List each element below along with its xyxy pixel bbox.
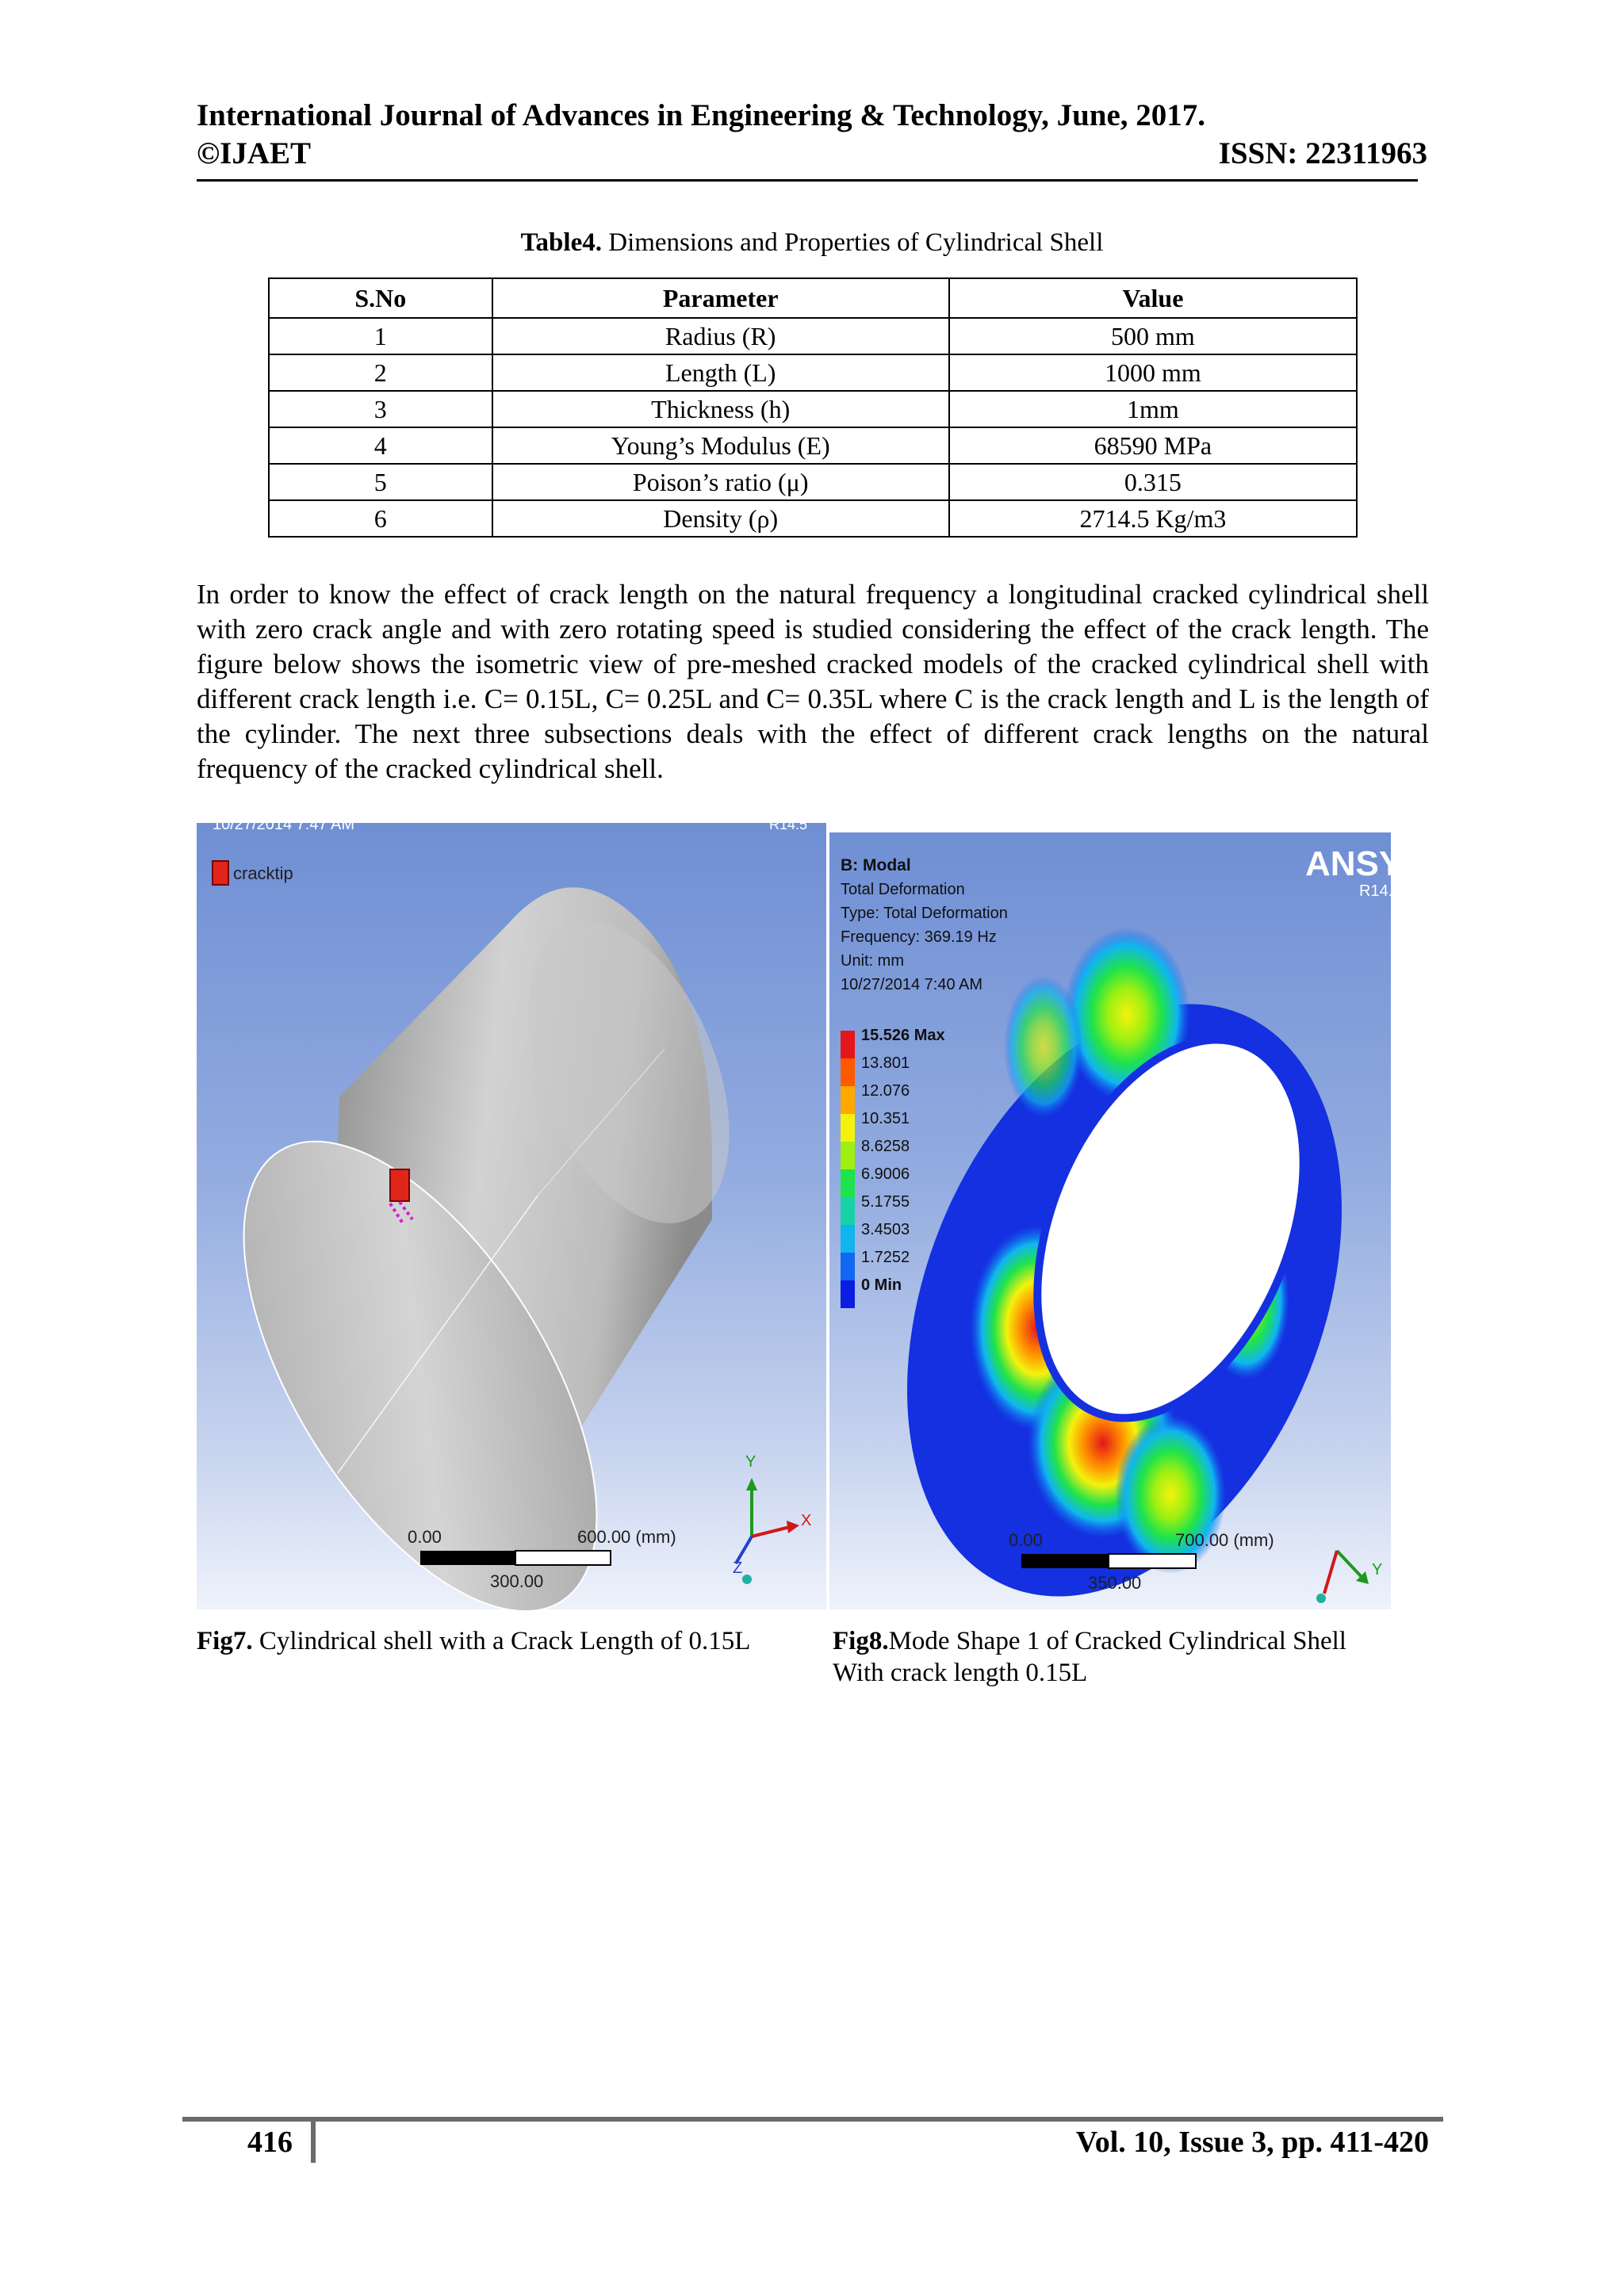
volume-info: Vol. 10, Issue 3, pp. 411-420 bbox=[1075, 2126, 1429, 2159]
figure-8-caption bbox=[833, 1625, 1419, 1689]
info-line: Total Deformation bbox=[841, 881, 965, 898]
legend-value: 1.7252 bbox=[861, 1249, 910, 1266]
table-caption bbox=[0, 228, 1624, 258]
footer-separator bbox=[311, 2122, 316, 2163]
table-cell: Radius (R) bbox=[492, 318, 949, 354]
legend-swatch bbox=[841, 1086, 855, 1114]
legend-value: 3.4503 bbox=[861, 1221, 910, 1238]
scale-mid: 300.00 bbox=[490, 1571, 544, 1591]
page-number: 416 bbox=[247, 2126, 293, 2159]
caption-text: Cylindrical shell with a Crack Length of 0.15L bbox=[252, 1627, 751, 1655]
legend-value: 13.801 bbox=[861, 1054, 910, 1072]
table-row bbox=[269, 391, 1357, 427]
figure-7-cracked-cylinder bbox=[197, 816, 826, 1609]
scale-bar-white bbox=[1109, 1554, 1196, 1568]
caption-label: Fig8. bbox=[833, 1627, 889, 1655]
copyright: ©IJAET bbox=[197, 136, 312, 170]
table-row bbox=[269, 464, 1357, 500]
journal-title: International Journal of Advances in Engineering & Technology, June, 2017. bbox=[197, 98, 1206, 132]
table-cell: 3 bbox=[269, 391, 492, 427]
legend-swatch bbox=[841, 1197, 855, 1225]
table-cell: Thickness (h) bbox=[492, 391, 949, 427]
table-row bbox=[269, 318, 1357, 354]
legend-swatch bbox=[841, 1058, 855, 1086]
legend-value: 5.1755 bbox=[861, 1193, 910, 1211]
figure-8-mode-shape bbox=[829, 832, 1426, 1609]
table-row bbox=[269, 354, 1357, 391]
scale-right: 700.00 (mm) bbox=[1175, 1530, 1274, 1550]
journal-header bbox=[197, 97, 1427, 173]
scale-mid: 350.00 bbox=[1088, 1573, 1142, 1593]
issn: ISSN: 22311963 bbox=[1218, 136, 1427, 170]
scale-right: 600.00 (mm) bbox=[577, 1527, 676, 1547]
cracktip-legend-swatch bbox=[213, 861, 228, 885]
legend-swatch bbox=[841, 1142, 855, 1169]
header-meta bbox=[197, 135, 1427, 173]
properties-table bbox=[268, 277, 1358, 538]
figure-7-caption bbox=[197, 1625, 823, 1657]
legend-value: 10.351 bbox=[861, 1110, 910, 1127]
caption-text: Mode Shape 1 of Cracked Cylindrical Shell bbox=[888, 1627, 1346, 1655]
figure-8-graphic bbox=[829, 832, 1426, 1609]
scale-left: 0.00 bbox=[408, 1527, 442, 1547]
header-rule bbox=[197, 179, 1418, 182]
axis-x-label: X bbox=[801, 1512, 812, 1529]
figure-7-graphic bbox=[197, 816, 826, 1609]
table-cell: 6 bbox=[269, 500, 492, 537]
table-cell: 500 mm bbox=[949, 318, 1357, 354]
scale-left: 0.00 bbox=[1009, 1530, 1043, 1550]
body-paragraph: In order to know the effect of crack length on the natural frequency a longitudinal cracked cylindrical shell with zero crack angle and with zero rotating speed is studied considering the effect of the crack length. The figure below shows the isometric view of pre-meshed cracked models of the cracked cylindrical shell with different crack length i.e. C= 0.15L, C= 0.25L and C= 0.35L where C is the crack length and L is the length of the cylinder. The next three subsections deals with the effect of different crack lengths on the natural frequency of the cracked cylindrical shell. bbox=[197, 579, 1429, 784]
table-cell: Length (L) bbox=[492, 354, 949, 391]
info-line: Frequency: 369.19 Hz bbox=[841, 928, 997, 946]
column-header: Value bbox=[949, 278, 1357, 318]
column-header: Parameter bbox=[492, 278, 949, 318]
table-row bbox=[269, 427, 1357, 464]
table-cell: 2714.5 Kg/m3 bbox=[949, 500, 1357, 537]
table-cell: 1mm bbox=[949, 391, 1357, 427]
legend-swatch bbox=[841, 1169, 855, 1197]
legend-swatch bbox=[841, 1114, 855, 1142]
scale-bar-white bbox=[515, 1551, 611, 1565]
table-cell: 2 bbox=[269, 354, 492, 391]
table-cell: 68590 MPa bbox=[949, 427, 1357, 464]
table-caption-text: Dimensions and Properties of Cylindrical Shell bbox=[601, 228, 1104, 257]
legend-value: 6.9006 bbox=[861, 1165, 910, 1183]
scale-bar-black bbox=[420, 1551, 515, 1565]
legend-value: 15.526 Max bbox=[861, 1027, 945, 1044]
table-row bbox=[269, 500, 1357, 537]
info-line: B: Modal bbox=[841, 856, 911, 874]
table-cell: 1 bbox=[269, 318, 492, 354]
axis-y-label: Y bbox=[1372, 1561, 1383, 1578]
table-cell: 5 bbox=[269, 464, 492, 500]
caption-text-line2: With crack length 0.15L bbox=[833, 1659, 1088, 1687]
fig7-version: R14.5 bbox=[769, 817, 808, 832]
ansys-logo: ANSYS bbox=[1305, 844, 1426, 883]
table-cell: 0.315 bbox=[949, 464, 1357, 500]
legend-swatch bbox=[841, 1225, 855, 1253]
legend-value: 12.076 bbox=[861, 1082, 910, 1100]
info-line: Type: Total Deformation bbox=[841, 905, 1008, 922]
legend-value: 8.6258 bbox=[861, 1138, 910, 1155]
legend-swatch bbox=[841, 1253, 855, 1280]
table-cell: Density (ρ) bbox=[492, 500, 949, 537]
axis-z-label: Z bbox=[733, 1559, 743, 1577]
caption-label: Fig7. bbox=[197, 1627, 253, 1655]
table-cell: Young’s Modulus (E) bbox=[492, 427, 949, 464]
info-line: 10/27/2014 7:40 AM bbox=[841, 976, 983, 993]
table-cell: Poison’s ratio (μ) bbox=[492, 464, 949, 500]
legend-swatch bbox=[841, 1280, 855, 1308]
table-header-row bbox=[269, 278, 1357, 318]
ansys-version: R14.5 bbox=[1359, 882, 1402, 900]
scale-bar-black bbox=[1021, 1554, 1109, 1568]
axis-y-label: Y bbox=[745, 1453, 756, 1471]
info-line: Unit: mm bbox=[841, 952, 904, 970]
legend-value: 0 Min bbox=[861, 1276, 902, 1294]
table-cell: 4 bbox=[269, 427, 492, 464]
legend-swatch bbox=[841, 1031, 855, 1058]
footer-rule bbox=[182, 2117, 1443, 2122]
cracktip-legend-label: cracktip bbox=[233, 863, 293, 883]
crack-tip-marker bbox=[390, 1169, 409, 1201]
table-caption-label: Table4. bbox=[520, 228, 602, 257]
column-header: S.No bbox=[269, 278, 492, 318]
table-cell: 1000 mm bbox=[949, 354, 1357, 391]
fig7-timestamp: 10/27/2014 7:47 AM bbox=[213, 816, 355, 833]
